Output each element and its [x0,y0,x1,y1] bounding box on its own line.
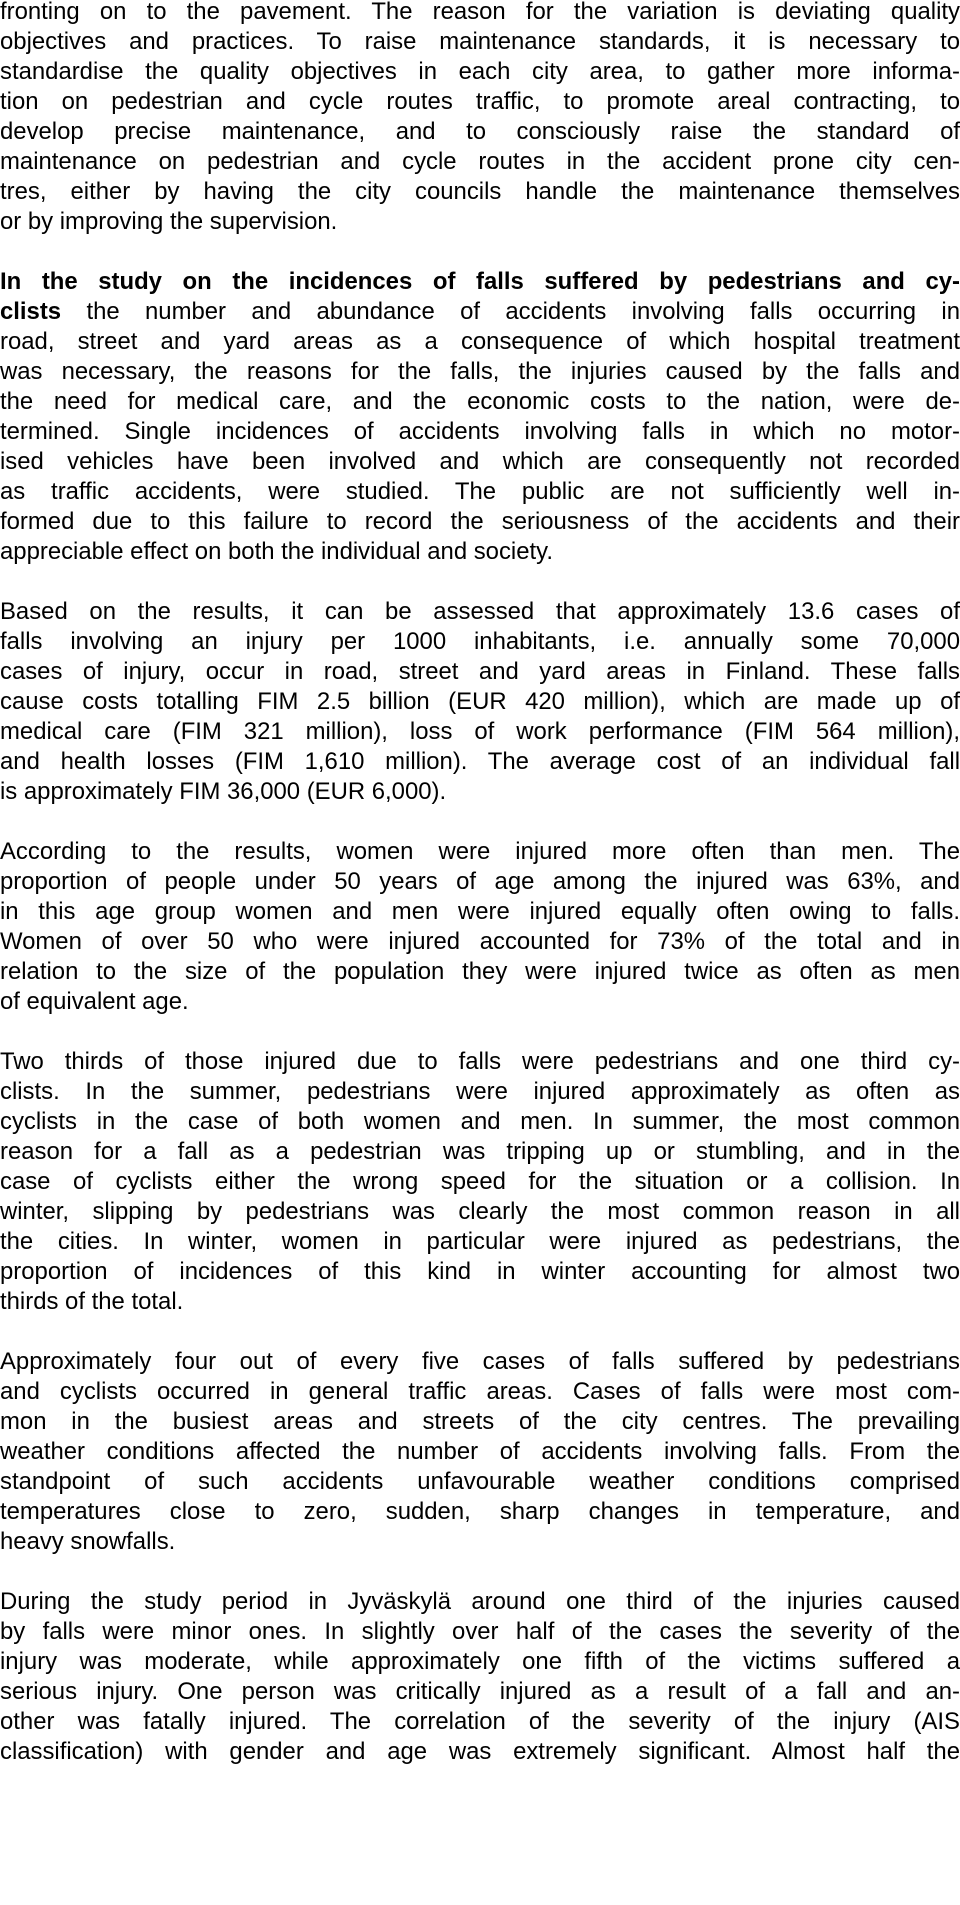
text-line [0,1347,960,1377]
paragraph [0,1587,960,1767]
paragraph [0,1047,960,1317]
text-segment: medical care (FIM 321 million), loss of work performance (FIM 564 million), [0,718,960,745]
text-segment: tres, either by having the city councils handle the maintenance themselves [0,178,960,205]
text-line [0,1377,960,1407]
text-line [0,507,960,537]
text-line [0,297,960,327]
text-line [0,267,960,297]
paragraph [0,597,960,807]
text-line [0,1437,960,1467]
text-segment: According to the results, women were injured more often than men. The [0,838,960,865]
text-line [0,957,960,987]
text-segment: the need for medical care, and the economic costs to the nation, were de- [0,388,960,415]
text-line [0,1617,960,1647]
text-line [0,657,960,687]
text-segment: During the study period in Jyväskylä around one third of the injuries caused [0,1588,960,1615]
text-segment: clists. In the summer, pedestrians were injured approximately as often as [0,1078,960,1105]
text-segment: ised vehicles have been involved and which are consequently not recorded [0,448,960,475]
text-segment: heavy snowfalls. [0,1528,176,1555]
text-line [0,87,960,117]
text-segment: termined. Single incidences of accidents involving falls in which no motor- [0,418,960,445]
text-line [0,1197,960,1227]
text-segment: objectives and practices. To raise maintenance standards, it is necessary to [0,28,960,55]
text-line [0,987,960,1017]
text-line [0,1287,960,1317]
text-segment: Women of over 50 who were injured accounted for 73% of the total and in [0,928,960,955]
text-segment: standpoint of such accidents unfavourable weather conditions comprised [0,1468,960,1495]
text-line [0,27,960,57]
text-segment: serious injury. One person was critically injured as a result of a fall and an- [0,1678,960,1705]
text-line [0,1077,960,1107]
text-line [0,147,960,177]
text-line [0,627,960,657]
text-segment: and cyclists occurred in general traffic areas. Cases of falls were most com- [0,1378,960,1405]
text-segment: proportion of incidences of this kind in winter accounting for almost two [0,1258,960,1285]
text-line [0,117,960,147]
text-line [0,897,960,927]
text-segment: or by improving the supervision. [0,208,338,235]
text-line [0,1167,960,1197]
text-line [0,537,960,567]
text-segment: falls involving an injury per 1000 inhabitants, i.e. annually some 70,000 [0,628,960,655]
text-segment: fronting on to the pavement. The reason for the variation is deviating quality [0,0,960,25]
text-line [0,1137,960,1167]
text-segment: cyclists in the case of both women and men. In summer, the most common [0,1108,960,1135]
bold-text-segment: clists [0,298,62,325]
text-line [0,927,960,957]
text-line [0,207,960,237]
text-segment: develop precise maintenance, and to consciously raise the standard of [0,118,960,145]
text-line [0,1407,960,1437]
text-line [0,747,960,777]
text-segment: injury was moderate, while approximately one fifth of the victims suffered a [0,1648,960,1675]
text-segment: cases of injury, occur in road, street and yard areas in Finland. These falls [0,658,960,685]
text-line [0,1497,960,1527]
text-line [0,837,960,867]
text-line [0,387,960,417]
text-line [0,1047,960,1077]
text-segment: Approximately four out of every five cases of falls suffered by pedestrians [0,1348,960,1375]
paragraph [0,837,960,1017]
text-segment: standardise the quality objectives in each city area, to gather more informa- [0,58,960,85]
text-line [0,1467,960,1497]
text-line [0,1677,960,1707]
text-segment: appreciable effect on both the individual and society. [0,538,553,565]
text-segment: as traffic accidents, were studied. The public are not sufficiently well in- [0,478,960,505]
text-line [0,0,960,27]
text-segment: proportion of people under 50 years of age among the injured was 63%, and [0,868,960,895]
text-segment: and health losses (FIM 1,610 million). The average cost of an individual fall [0,748,960,775]
text-segment: thirds of the total. [0,1288,184,1315]
text-segment: formed due to this failure to record the seriousness of the accidents and their [0,508,960,535]
text-segment: other was fatally injured. The correlation of the severity of the injury (AIS [0,1708,960,1735]
text-line [0,417,960,447]
text-line [0,357,960,387]
text-line [0,717,960,747]
text-segment: reason for a fall as a pedestrian was tripping up or stumbling, and in the [0,1138,960,1165]
text-segment: classification) with gender and age was extremely significant. Almost half the [0,1738,960,1765]
text-segment: temperatures close to zero, sudden, sharp changes in temperature, and [0,1498,960,1525]
text-line [0,1707,960,1737]
text-segment: road, street and yard areas as a consequence of which hospital treatment [0,328,960,355]
text-segment: was necessary, the reasons for the falls, the injuries caused by the falls and [0,358,960,385]
text-segment: tion on pedestrian and cycle routes traffic, to promote areal contracting, to [0,88,960,115]
text-segment: cause costs totalling FIM 2.5 billion (EUR 420 million), which are made up of [0,688,960,715]
bold-text-segment: In the study on the incidences of falls suffered by pedestrians and cy- [0,268,960,295]
text-line [0,1227,960,1257]
text-line [0,1737,960,1767]
text-segment: the cities. In winter, women in particular were injured as pedestrians, the [0,1228,960,1255]
text-line [0,1647,960,1677]
text-line [0,687,960,717]
text-line [0,477,960,507]
text-segment: is approximately FIM 36,000 (EUR 6,000). [0,778,447,805]
paragraph [0,267,960,567]
text-line [0,177,960,207]
text-line [0,777,960,807]
text-segment: in this age group women and men were injured equally often owing to falls. [0,898,960,925]
text-segment: mon in the busiest areas and streets of the city centres. The prevailing [0,1408,960,1435]
text-segment: weather conditions affected the number of accidents involving falls. From the [0,1438,960,1465]
text-segment: maintenance on pedestrian and cycle routes in the accident prone city cen- [0,148,960,175]
paragraph [0,1347,960,1557]
text-segment: the number and abundance of accidents involving falls occurring in [61,298,960,325]
text-line [0,1257,960,1287]
text-segment: relation to the size of the population they were injured twice as often as men [0,958,960,985]
text-line [0,1587,960,1617]
paragraph [0,0,960,237]
text-line [0,327,960,357]
text-segment: case of cyclists either the wrong speed for the situation or a collision. In [0,1168,960,1195]
text-segment: Two thirds of those injured due to falls were pedestrians and one third cy- [0,1048,960,1075]
text-line [0,1527,960,1557]
text-line [0,447,960,477]
text-line [0,597,960,627]
text-segment: Based on the results, it can be assessed that approximately 13.6 cases of [0,598,960,625]
text-segment: winter, slipping by pedestrians was clearly the most common reason in all [0,1198,960,1225]
text-line [0,57,960,87]
text-segment: by falls were minor ones. In slightly over half of the cases the severity of the [0,1618,960,1645]
text-segment: of equivalent age. [0,988,189,1015]
text-line [0,867,960,897]
text-line [0,1107,960,1137]
